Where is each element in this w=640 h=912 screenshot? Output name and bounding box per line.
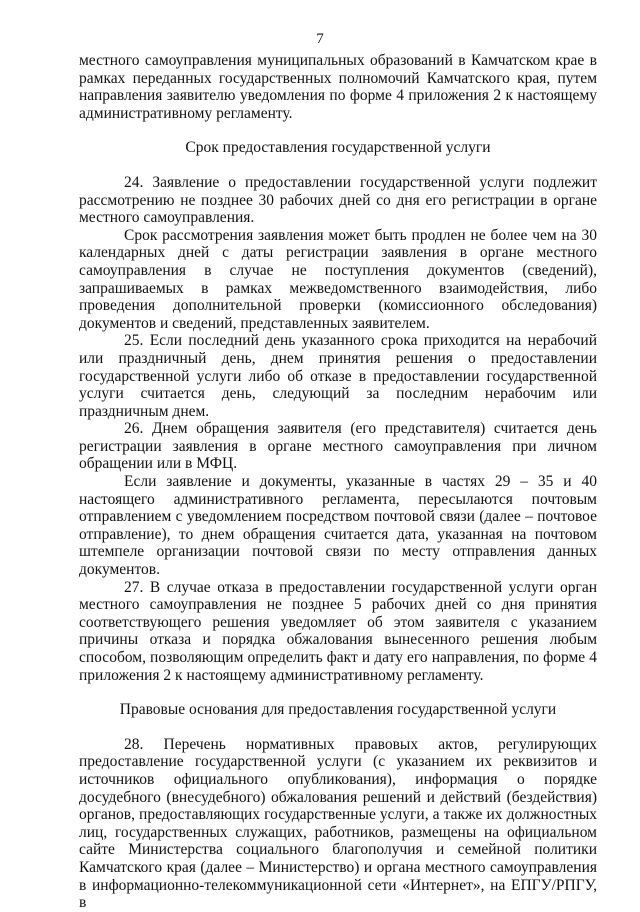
paragraph-24-extension: Срок рассмотрения заявления может быть продлен не более чем на 30 календарных дней с даты регистрации заявления в органе местного самоуправления в случае не поступления документов (сведений), запрашиваемых в рамках межведомственного взаимодействия, либо проведения дополнительной проверки (комиссионного обследования) документов и сведений, представленных заявителем. (79, 226, 597, 332)
section-heading-term: Срок предоставления государственной услуги (185, 139, 491, 157)
paragraph-26-postal: Если заявление и документы, указанные в частях 29 – 35 и 40 настоящего административного регламента, пересылаются почтовым отправлением с уведомлением посредством почтовой связи (далее – почтовое отправление), то днем обращения считается дата, указанная на почтовом штемпеле организации почтовой связи по месту отправления данных документов. (79, 473, 597, 579)
document-body (79, 52, 597, 912)
paragraph-intro: местного самоуправления муниципальных образований в Камчатском крае в рамках переданных государственных полномочий Камчатского края, путем направления заявителю уведомления по форме 4 приложения 2 к настоящему административному регламенту. (79, 52, 597, 122)
paragraph-24: 24. Заявление о предоставлении государственной услуги подлежит рассмотрению не позднее 30 рабочих дней со дня его регистрации в органе местного самоуправления. (79, 173, 597, 227)
paragraph-25: 25. Если последний день указанного срока приходится на нерабочий или праздничный день, днем принятия решения о предоставлении государственной услуги либо об отказе в предоставлении государственной услуги считается день, следующий за последним нерабочим или праздничным днем. (79, 332, 597, 420)
paragraph-28: 28. Перечень нормативных правовых актов, регулирующих предоставление государственной услуги (с указанием их реквизитов и источников официального опубликования), информация о порядке досудебного (внесудебного) обжалования решений и действий (бездействия) органов, предоставляющих государственные услуги, а также их должностных лиц, государственных служащих, работников, размещены на официальном сайте Министерства социального благополучия и семейной политики Камчатского края (далее – Министерство) и органа местного самоуправления в информационно-телекоммуникационной сети «Интернет», на ЕПГУ/РПГУ, в (79, 735, 597, 912)
page-number: 7 (316, 31, 324, 47)
paragraph-27: 27. В случае отказа в предоставлении государственной услуги орган местного самоуправления не позднее 5 рабочих дней со дня принятия соответствующего решения уведомляет об этом заявителя с указанием причины отказа и порядка обжалования вынесенного решения любым способом, позволяющим определить факт и дату его направления, по форме 4 приложения 2 к настоящему административному регламенту. (79, 578, 597, 684)
section-heading-legal: Правовые основания для предоставления государственной услуги (119, 701, 557, 719)
paragraph-26: 26. Днем обращения заявителя (его представителя) считается день регистрации заявления в органе местного самоуправления при личном обращении или в МФЦ. (79, 420, 597, 473)
